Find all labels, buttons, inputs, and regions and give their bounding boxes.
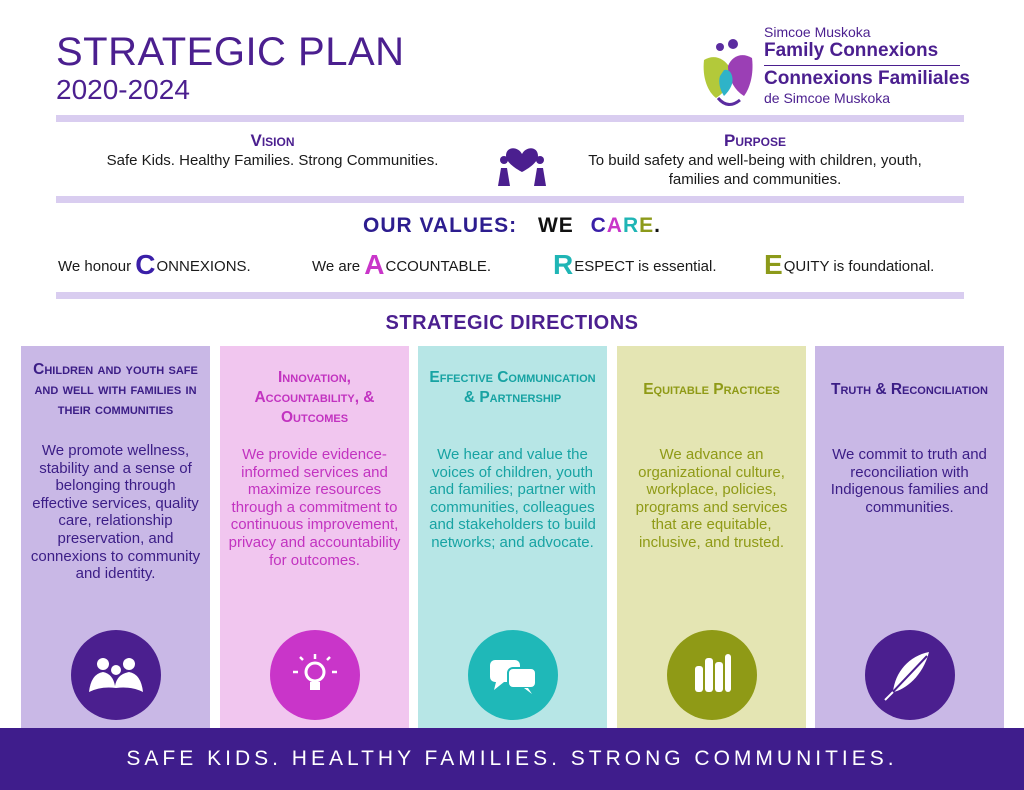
value-letter: E	[764, 249, 783, 280]
direction-text: We provide evidence-informed services and maximize resources through a commitment to continuous improvement, privacy and accountability for outcomes.	[228, 446, 401, 569]
value-rest: CCOUNTABLE.	[385, 258, 492, 275]
direction-column-children	[21, 346, 210, 728]
direction-text: We commit to truth and reconciliation with Indigenous families and communities.	[830, 446, 989, 516]
direction-column-communication	[418, 346, 607, 728]
direction-text: We advance an organizational culture, workplace, policies, programs and services that are equitable, inclusive, and trusted.	[635, 446, 788, 551]
value-rest: QUITY is foundational.	[783, 258, 935, 275]
family-group-icon	[71, 630, 161, 720]
direction-column-truth	[815, 346, 1004, 728]
page-title: STRATEGIC PLAN	[56, 30, 405, 74]
logo-line4: de Simcoe Muskoka	[764, 90, 891, 106]
logo-line1: Simcoe Muskoka	[764, 24, 871, 40]
footer-banner: SAFE KIDS. HEALTHY FAMILIES. STRONG COMMUNITIES.	[0, 728, 1024, 790]
direction-column-innovation	[220, 346, 409, 728]
vision-title: Vision	[250, 131, 295, 150]
value-rest: ESPECT is essential.	[574, 258, 717, 275]
value-respect	[553, 249, 717, 280]
value-connexions	[58, 249, 251, 280]
value-prefix: We are	[312, 258, 365, 275]
care-letter-a: A	[606, 214, 623, 237]
direction-text: We promote wellness, stability and a sense of belonging through effective services, quality care, relationship preservation, and connexions to community and identity.	[30, 442, 201, 583]
value-rest: ONNEXIONS.	[156, 258, 251, 275]
plan-years: 2020-2024	[56, 74, 190, 105]
care-word	[591, 214, 661, 237]
direction-text: We hear and value the voices of children, youth and families; partner with communities, colleagues and stakeholders to build networks; and advocate.	[429, 446, 596, 551]
heart-family-icon	[492, 132, 552, 188]
purpose-title: Purpose	[723, 131, 787, 150]
direction-title: Equitable Practices	[643, 381, 780, 398]
speech-bubbles-icon	[468, 630, 558, 720]
logo	[700, 24, 970, 114]
value-prefix: We honour	[58, 258, 136, 275]
value-accountable	[312, 249, 492, 280]
values-label: OUR VALUES:	[362, 214, 518, 237]
divider-band	[56, 115, 964, 122]
care-period: .	[654, 214, 661, 237]
raised-hands-icon	[667, 630, 757, 720]
lightbulb-icon	[270, 630, 360, 720]
purpose-block	[565, 131, 945, 189]
value-letter: A	[364, 249, 385, 280]
direction-title: Children and youth safe and well with families in their communities	[33, 361, 198, 418]
direction-column-equitable	[617, 346, 806, 728]
divider-band	[56, 196, 964, 203]
value-letter: R	[553, 249, 574, 280]
care-letter-c: C	[590, 214, 607, 237]
logo-line2: Family Connexions	[764, 40, 939, 61]
vision-block	[70, 131, 475, 170]
values-we: WE	[537, 214, 574, 237]
divider-band	[56, 292, 964, 299]
family-figures-icon	[700, 36, 756, 112]
directions-heading: STRATEGIC DIRECTIONS	[385, 312, 639, 334]
direction-title: Truth & Reconciliation	[831, 381, 988, 398]
value-letter: C	[135, 249, 156, 280]
feather-icon	[865, 630, 955, 720]
vision-text: Safe Kids. Healthy Families. Strong Communities.	[106, 152, 439, 169]
values-heading	[0, 214, 1024, 238]
value-equity	[764, 249, 935, 280]
direction-title: Effective Communication & Partnership	[429, 369, 596, 406]
logo-line3: Connexions Familiales	[764, 68, 970, 89]
logo-divider	[764, 65, 960, 66]
care-letter-r: R	[622, 214, 640, 237]
purpose-text: To build safety and well-being with children, youth, families and communities.	[588, 152, 922, 188]
direction-title: Innovation, Accountability, & Outcomes	[254, 369, 375, 426]
care-letter-e: E	[639, 214, 655, 237]
